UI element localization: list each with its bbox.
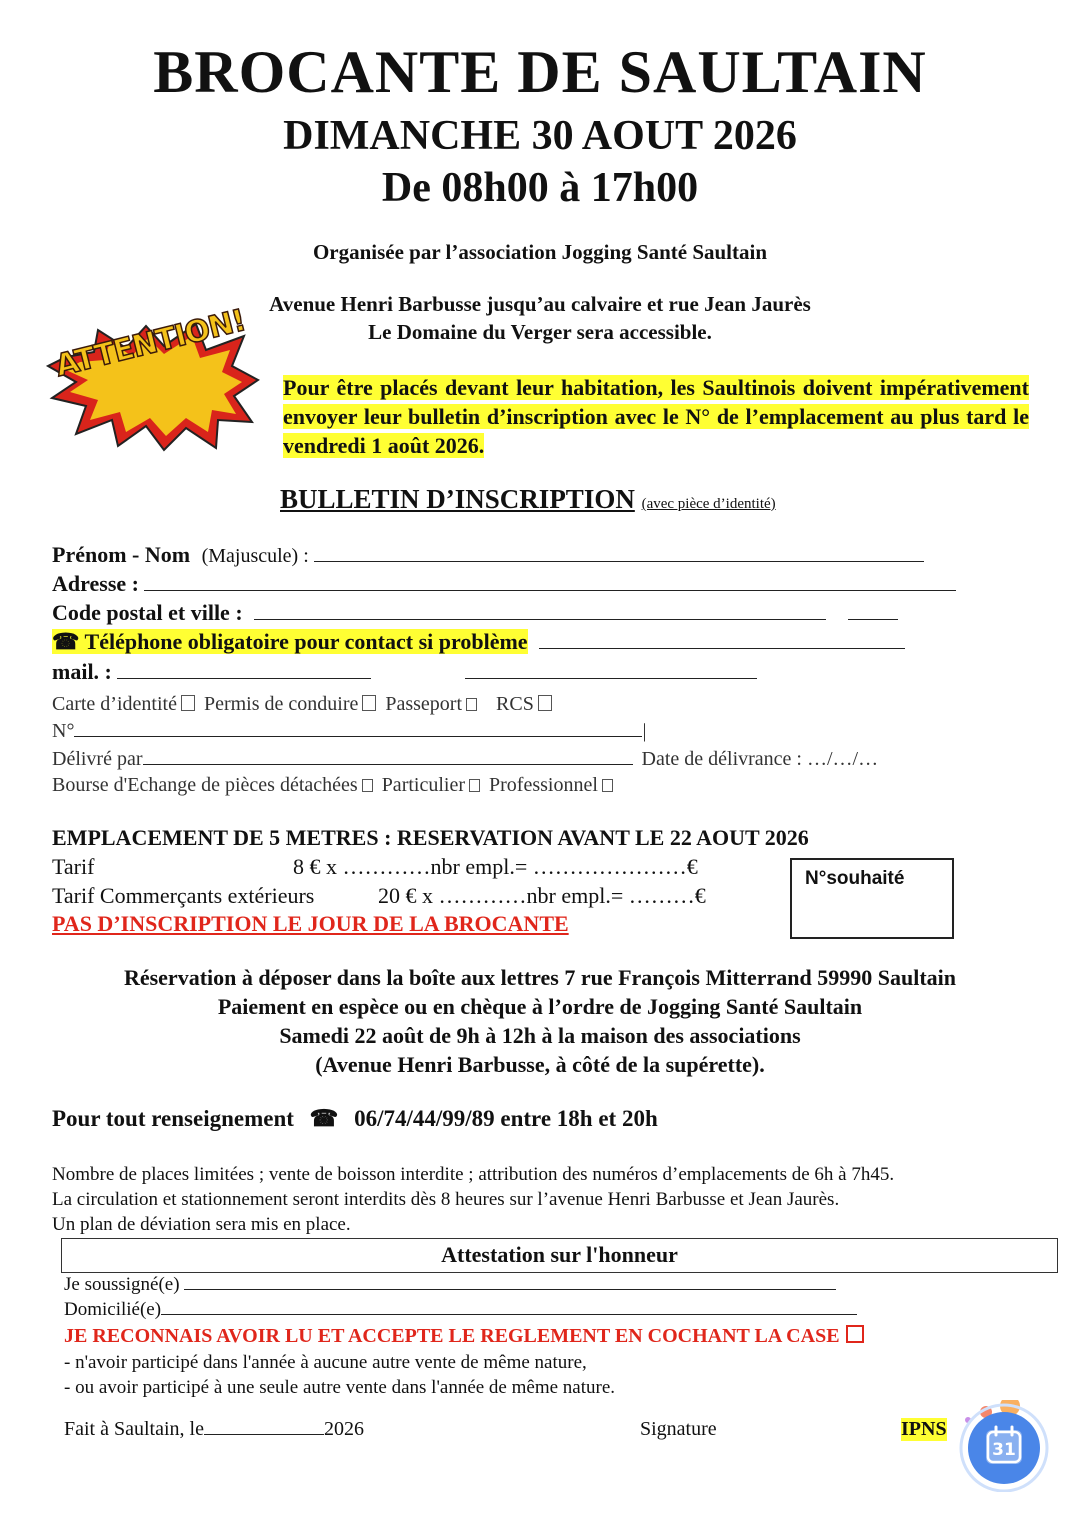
reservation-line-2: Paiement en espèce ou en chèque à l’ordre de Jogging Santé Saultain: [217, 994, 863, 1019]
notes-line-2: La circulation et stationnement seront interdits dès 8 heures sur l’avenue Henri Barbusse et Jean Jaurès.: [52, 1189, 840, 1210]
issued-by-field[interactable]: [143, 764, 633, 765]
id-type-row: [52, 693, 556, 716]
passport-checkbox[interactable]: [466, 698, 477, 711]
tarif-label: Tarif: [52, 854, 95, 879]
id-number-label: N°: [52, 720, 75, 742]
mail-label: mail. :: [52, 659, 112, 684]
made-at-label: Fait à Saultain, le: [64, 1418, 204, 1440]
license-label: Permis de conduire: [203, 693, 359, 715]
phone-label: Téléphone obligatoire pour contact si problème: [84, 629, 528, 654]
undersigned-row: [64, 1274, 836, 1296]
individual-checkbox[interactable]: [469, 779, 480, 792]
ext-tarif-formula: 20 € x …………nbr empl.= ………€: [378, 883, 706, 908]
passport-label: Passeport: [385, 693, 463, 715]
reservation-line-3: Samedi 22 août de 9h à 12h à la maison des associations: [279, 1023, 801, 1048]
exchange-checkbox[interactable]: [362, 779, 373, 792]
contact-details: 06/74/44/99/89 entre 18h et 20h: [354, 1106, 658, 1131]
made-at-year: 2026: [323, 1418, 364, 1440]
option-2: - ou avoir participé à une seule autre vente dans l'année de même nature.: [64, 1377, 616, 1398]
location-line-1: Avenue Henri Barbusse jusqu’au calvaire et rue Jean Jaurès: [269, 292, 811, 316]
attention-badge-text: ATTENTION!: [52, 303, 249, 384]
calendar-day: 31: [992, 1440, 1016, 1460]
postal-label: Code postal et ville :: [52, 600, 243, 625]
reservation-line-4: (Avenue Henri Barbusse, à côté de la supérette).: [315, 1052, 765, 1077]
notes-line-3: Un plan de déviation sera mis en place.: [52, 1214, 351, 1235]
contact-row: [52, 1106, 658, 1132]
reservation-line-1: Réservation à déposer dans la boîte aux lettres 7 rue François Mitterrand 59990 Saultain: [123, 965, 957, 990]
event-title: BROCANTE DE SAULTAIN: [153, 39, 927, 105]
location-line-2: Le Domaine du Verger sera accessible.: [368, 320, 712, 344]
phone-row: [52, 629, 905, 655]
mail-field-2[interactable]: [465, 678, 757, 679]
undersigned-label: Je soussigné(e): [64, 1274, 180, 1295]
made-at-row: [64, 1418, 364, 1441]
accept-checkbox[interactable]: [846, 1325, 864, 1343]
ipns-label: IPNS: [901, 1418, 947, 1440]
exchange-label: Bourse d'Echange de pièces détachées: [52, 774, 358, 796]
phone-field[interactable]: [539, 648, 905, 649]
attention-notice-text: Pour être placés devant leur habitation, les Saultinois doivent impérativement envoyer leur bulletin d’inscription avec le N° de l’emplacement au plus tard le vendredi 1 août 2026.: [283, 375, 1029, 458]
attestation-title: Attestation sur l'honneur: [441, 1242, 678, 1267]
individual-label: Particulier: [381, 774, 465, 796]
event-date: DIMANCHE 30 AOUT 2026: [283, 113, 797, 159]
attention-notice: [283, 373, 1029, 460]
id-card-checkbox[interactable]: [181, 695, 195, 711]
issue-date-label: Date de délivrance : …/…/…: [641, 748, 879, 770]
id-number-row: N° |: [52, 720, 647, 742]
event-hours: De 08h00 à 17h00: [381, 165, 699, 211]
license-checkbox[interactable]: [362, 695, 376, 711]
notes-line-1: Nombre de places limitées ; vente de boisson interdite ; attribution des numéros d’emplacements de 6h à 7h45.: [52, 1164, 895, 1185]
pricing-heading: EMPLACEMENT DE 5 METRES : RESERVATION AVANT LE 22 AOUT 2026: [52, 825, 809, 850]
professional-label: Professionnel: [489, 774, 598, 796]
accept-text: JE RECONNAIS AVOIR LU ET ACCEPTE LE REGLEMENT EN COCHANT LA CASE: [64, 1325, 840, 1347]
issued-by-label: Délivré par: [52, 748, 143, 770]
name-label: Prénom - Nom: [52, 542, 191, 567]
phone-icon: ☎: [52, 629, 80, 654]
date-field[interactable]: [204, 1434, 324, 1435]
address-field[interactable]: [144, 590, 956, 591]
address-label: Adresse :: [52, 571, 139, 596]
id-number-field[interactable]: [74, 736, 642, 737]
domicile-label: Domicilié(e): [64, 1299, 162, 1320]
contact-label: Pour tout renseignement: [52, 1106, 294, 1131]
tarif-formula: 8 € x …………nbr empl.= …………………€: [293, 854, 698, 879]
category-row: [52, 774, 617, 797]
id-card-label: Carte d’identité: [52, 693, 177, 715]
signature-label: Signature: [640, 1418, 717, 1440]
mail-row: [52, 659, 757, 685]
wish-number-label: N°souhaité: [805, 868, 905, 889]
name-field[interactable]: [314, 561, 924, 562]
bulletin-title: BULLETIN D’INSCRIPTION: [280, 484, 635, 514]
bulletin-heading: [280, 484, 776, 515]
domicile-field[interactable]: [161, 1314, 857, 1315]
name-hint: (Majuscule) :: [201, 545, 309, 567]
rcs-checkbox[interactable]: [538, 695, 552, 711]
postal-row: [52, 600, 898, 626]
option-1: - n'avoir participé dans l'année à aucune autre vente de même nature,: [64, 1352, 587, 1373]
mail-field-1[interactable]: [117, 678, 371, 679]
postal-extra-field[interactable]: [848, 619, 898, 620]
name-row: [52, 542, 924, 568]
ext-tarif-label: Tarif Commerçants extérieurs: [52, 883, 315, 908]
bulletin-note: (avec pièce d’identité): [641, 496, 776, 512]
issued-row: [52, 748, 878, 771]
contact-phone-icon: ☎: [309, 1106, 339, 1131]
address-row: [52, 571, 956, 597]
professional-checkbox[interactable]: [602, 779, 613, 792]
accept-row: [64, 1325, 864, 1348]
no-same-day-notice: PAS D’INSCRIPTION LE JOUR DE LA BROCANTE: [52, 911, 569, 936]
calendar-badge[interactable]: [958, 1400, 1050, 1492]
undersigned-field[interactable]: [184, 1289, 836, 1290]
domicile-row: [64, 1299, 857, 1321]
postal-city-field[interactable]: [254, 619, 826, 620]
rcs-label: RCS: [496, 693, 534, 715]
organizer-line: Organisée par l’association Jogging Santé Saultain: [312, 240, 768, 264]
phone-label-highlight: [52, 629, 528, 654]
